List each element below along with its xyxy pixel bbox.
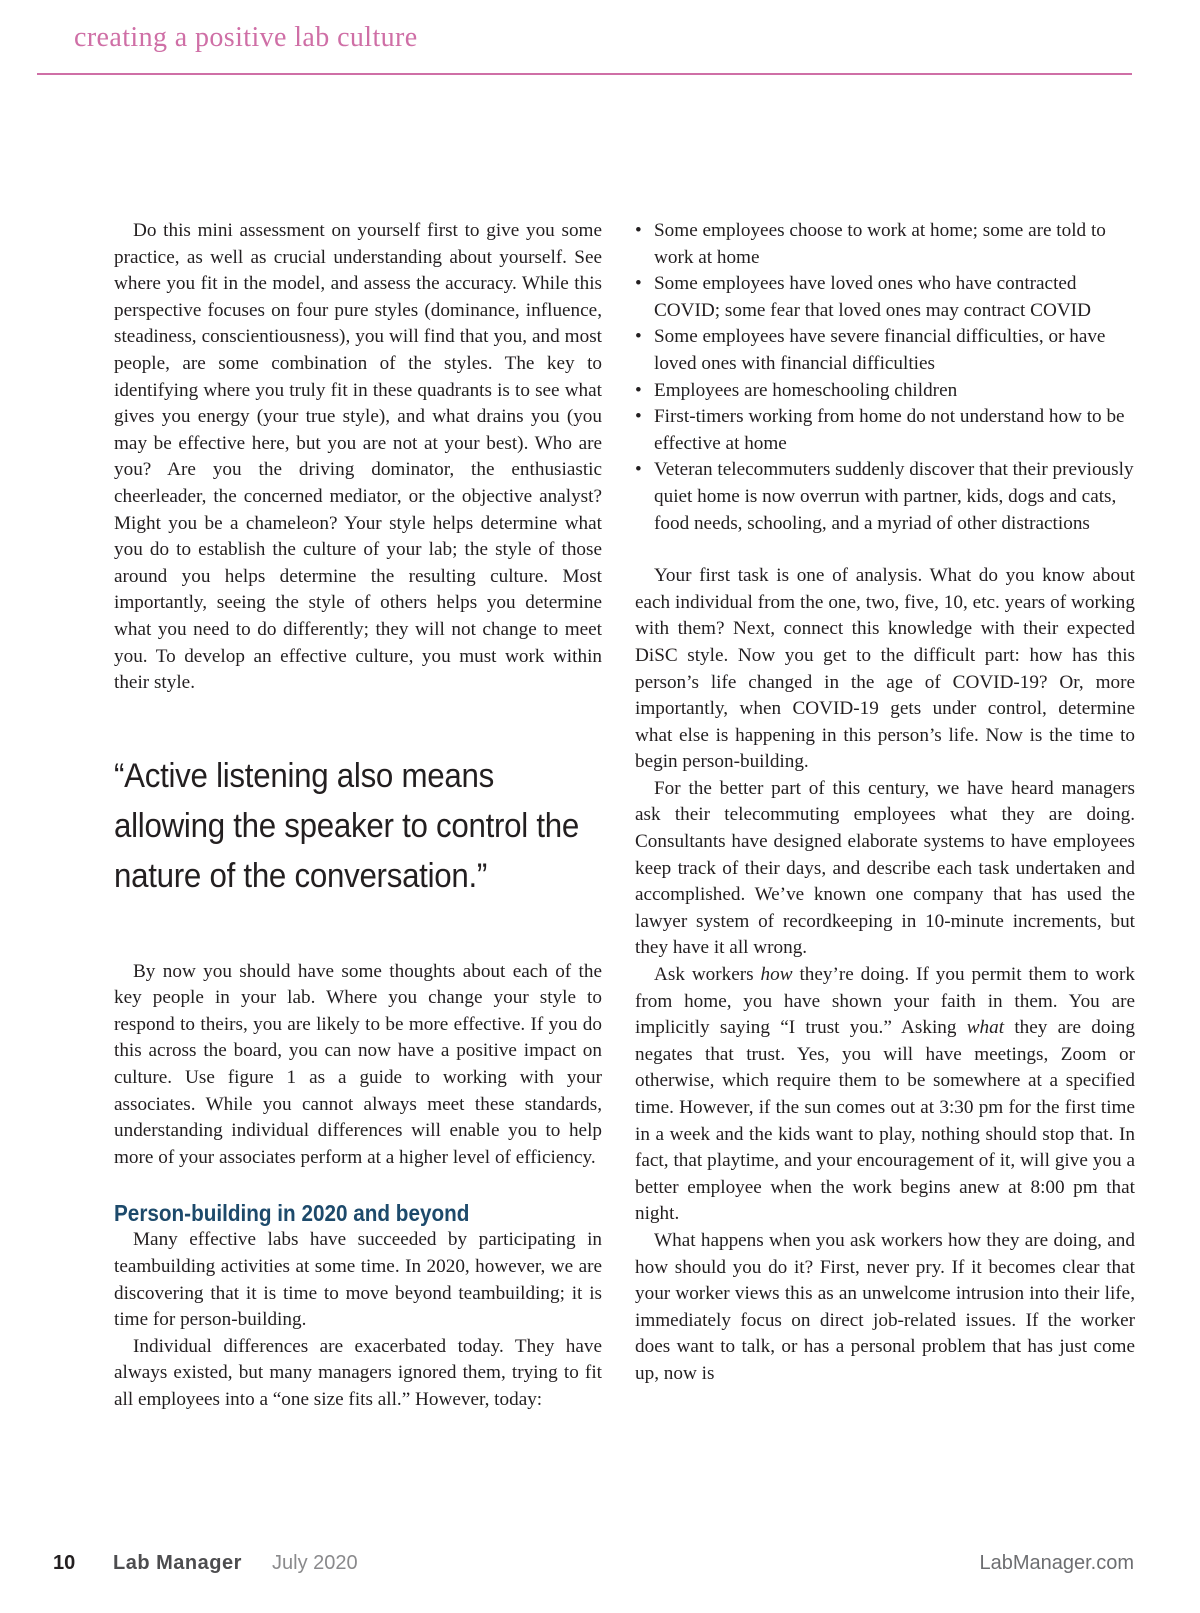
bullet-list: [635, 218, 1135, 537]
body-paragraph: [635, 962, 1135, 1228]
bullet-item: • First-timers working from home do not understand how to be effective at home: [635, 404, 1135, 457]
bullet-item: • Some employees choose to work at home; some are told to work at home: [635, 218, 1135, 271]
header-divider: [37, 73, 1132, 75]
text-run: they are doing negates that trust. Yes, you will have meetings, Zoom or otherwise, which require them to be somewhere at a specified time. However, if the sun comes out at 3:30 pm for the first time in a week and the kids want to play, nothing should stop that. In fact, that playtime, and your encouragement of it, will give you a better employee when the work begins anew at 8:00 pm that night.: [635, 1017, 1135, 1225]
emphasis-how: how: [760, 964, 793, 986]
magazine-name: Lab Manager: [113, 1552, 242, 1574]
body-paragraph: By now you should have some thoughts about each of the key people in your lab. Where you change your style to respond to theirs, you are likely to be more effective. If you do this across the board, you can now have a positive impact on culture. Use figure 1 as a guide to working with your associates. While you cannot always meet these standards, understanding individual differences will enable you to help more of your associates perform at a higher level of efficiency.: [114, 960, 602, 1168]
right-column: [635, 218, 1135, 1388]
body-paragraph: What happens when you ask workers how they are doing, and how should you do it? First, never pry. If it becomes clear that your worker views this as an unwelcome intrusion into their life, immediately focus on direct job-related issues. If the worker does want to talk, or has a personal problem that has just come up, now is: [635, 1229, 1135, 1384]
body-paragraph: Your first task is one of analysis. What do you know about each individual from the one, two, five, 10, etc. years of working with them? Next, connect this knowledge with their expected DiSC style. Now you get to the difficult part: how has this person’s life changed in the age of COVID-19? Or, more importantly, when COVID-19 gets under control, determine what else is happening in this person’s life. Now is the time to begin person-building.: [635, 565, 1135, 773]
body-paragraph: Many effective labs have succeeded by participating in teambuilding activities at some time. In 2020, however, we are discovering that it is time to move beyond teambuilding; it is time for person-building.: [114, 1229, 602, 1331]
body-paragraph: For the better part of this century, we have heard managers ask their telecommuting employees what they are doing. Consultants have designed elaborate systems to have employees keep track of their days, and describe each task undertaken and accomplished. We’ve known one company that has used the lawyer system of recordkeeping in 10-minute increments, but they have it all wrong.: [635, 777, 1135, 959]
section-header: creating a positive lab culture: [74, 22, 418, 53]
left-column: [114, 218, 602, 1414]
body-paragraph: Do this mini assessment on yourself first to give you some practice, as well as crucial understanding about yourself. See where you fit in the model, and assess the accuracy. While this perspective focuses on four pure styles (dominance, influence, steadiness, conscientiousness), you will find that you, and most people, are some combination of the styles. The key to identifying where you truly fit in these quadrants is to see what gives you energy (your true style), and what drains you (you may be effective here, but you are not at your best). Who are you? Are you the driving dominator, the enthusiastic cheerleader, the concerned mediator, or the objective analyst? Might you be a chameleon? Your style helps determine what you do to establish the culture of your lab; the style of those around you helps determine the resulting culture. Most importantly, seeing the style of others helps you determine what you need to do differently; they will not change to meet you. To develop an effective culture, you must work within their style.: [114, 220, 602, 694]
body-paragraph: Individual differences are exacerbated today. They have always existed, but many managers ignored them, trying to fit all employees into a “one size fits all.” However, today:: [114, 1335, 602, 1410]
bullet-item: • Some employees have loved ones who have contracted COVID; some fear that loved ones may contract COVID: [635, 271, 1135, 324]
emphasis-what: what: [966, 1017, 1005, 1039]
pull-quote: “Active listening also means allowing the speaker to control the nature of the conversation.”: [114, 756, 580, 895]
bullet-item: • Veteran telecommuters suddenly discover that their previously quiet home is now overrun with partner, kids, dogs and cats, food needs, schooling, and a myriad of other distractions: [635, 457, 1135, 537]
page-footer: [0, 1552, 1200, 1588]
text-run: Ask workers: [654, 964, 761, 986]
bullet-item: • Some employees have severe financial difficulties, or have loved ones with financial difficulties: [635, 324, 1135, 377]
issue-date: July 2020: [272, 1552, 358, 1574]
page-number: 10: [53, 1552, 76, 1574]
bullet-item: • Employees are homeschooling children: [635, 378, 1135, 405]
text-run: they’re doing. If you permit them to work from home, you have shown your faith in them. You are implicitly saying “I trust you.” Asking: [635, 964, 1135, 1039]
section-subhead: Person-building in 2020 and beyond: [114, 1200, 470, 1227]
website-link[interactable]: LabManager.com: [979, 1552, 1134, 1574]
